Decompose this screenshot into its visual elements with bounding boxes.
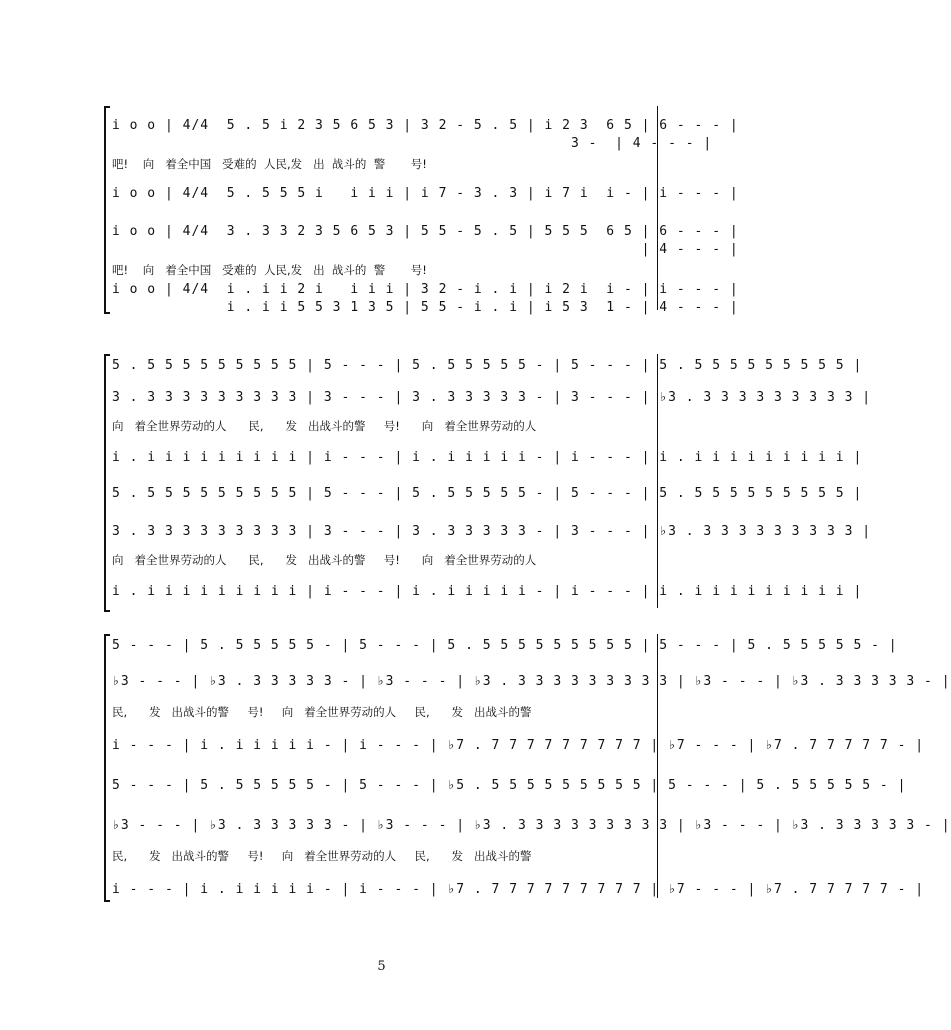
lyric-row: 向 着全世界劳动的人 民, 发 出战斗的警 号! 向 着全世界劳动的人 [112, 553, 537, 567]
score-system-1 [104, 100, 739, 316]
staff-row: 5 . 5 5 5 5 5 5 5 5 5 | 5 - - - | 5 . 5 5 5 5 5 - | 5 - - - | 5 . 5 5 5 5 5 5 5 5 5 | [112, 358, 863, 373]
staff-row: i - - - | i . i i i i i - | i - - - | ♭7 . 7 7 7 7 7 7 7 7 7 | ♭7 - - - | ♭7 . 7 7 7 7 7 - | [112, 882, 925, 897]
staff-row: | 4 - - - | [112, 242, 739, 257]
staff-row: i o o | 4/4 5 . 5 i 2 3 5 6 5 3 | 3 2 - 5 . 5 | i 2 3 6 5 | 6 - - - | [112, 118, 739, 133]
lyric-row: 民, 发 出战斗的警 号! 向 着全世界劳动的人 民, 发 出战斗的警 [112, 849, 532, 863]
system-brace [104, 354, 110, 612]
score-system-3 [104, 630, 951, 902]
staff-row: ♭3 - - - | ♭3 . 3 3 3 3 3 - | ♭3 - - - | ♭3 . 3 3 3 3 3 3 3 3 3 | ♭3 - - - | ♭3 . 3 3 3 3 3 - | [112, 674, 951, 689]
score-system-2 [104, 350, 872, 612]
system-brace [104, 106, 110, 314]
page-number: 5 [377, 959, 386, 974]
lyric-row: 民, 发 出战斗的警 号! 向 着全世界劳动的人 民, 发 出战斗的警 [112, 705, 532, 719]
staff-row: 3 . 3 3 3 3 3 3 3 3 3 | 3 - - - | 3 . 3 3 3 3 3 - | 3 - - - | ♭3 . 3 3 3 3 3 3 3 3 3 | [112, 524, 872, 539]
staff-row: i - - - | i . i i i i i - | i - - - | ♭7 . 7 7 7 7 7 7 7 7 7 | ♭7 - - - | ♭7 . 7 7 7 7 7 - | [112, 738, 925, 753]
staff-row: ♭3 - - - | ♭3 . 3 3 3 3 3 - | ♭3 - - - | ♭3 . 3 3 3 3 3 3 3 3 3 | ♭3 - - - | ♭3 . 3 3 3 3 3 - | [112, 818, 951, 833]
lyric-row: 吧! 向 着全中国 受难的 人民,发 出 战斗的 警 号! [112, 157, 427, 171]
staff-row: 3 . 3 3 3 3 3 3 3 3 3 | 3 - - - | 3 . 3 3 3 3 3 - | 3 - - - | ♭3 . 3 3 3 3 3 3 3 3 3 | [112, 390, 872, 405]
lyric-row: 向 着全世界劳动的人 民, 发 出战斗的警 号! 向 着全世界劳动的人 [112, 419, 537, 433]
system-brace [104, 634, 110, 902]
staff-row: 5 - - - | 5 . 5 5 5 5 5 - | 5 - - - | 5 . 5 5 5 5 5 5 5 5 5 | 5 - - - | 5 . 5 5 5 5 5 - | [112, 638, 898, 653]
staff-row: i . i i i i i i i i i | i - - - | i . i i i i i - | i - - - | i . i i i i i i i i i | [112, 450, 863, 465]
lyric-row: 吧! 向 着全中国 受难的 人民,发 出 战斗的 警 号! [112, 263, 427, 277]
staff-row: i o o | 4/4 5 . 5 5 5 i i i i | i 7 - 3 . 3 | i 7 i i - | i - - - | [112, 186, 739, 201]
staff-row: 3 - | 4 - - - | [112, 136, 713, 151]
staff-row: 5 . 5 5 5 5 5 5 5 5 5 | 5 - - - | 5 . 5 5 5 5 5 - | 5 - - - | 5 . 5 5 5 5 5 5 5 5 5 | [112, 486, 863, 501]
staff-row: i o o | 4/4 i . i i 2 i i i i | 3 2 - i . i | i 2 i i - | i - - - | [112, 282, 739, 297]
staff-row: i o o | 4/4 3 . 3 3 2 3 5 6 5 3 | 5 5 - 5 . 5 | 5 5 5 6 5 | 6 - - - | [112, 224, 739, 239]
staff-row: i . i i i i i i i i i | i - - - | i . i i i i i - | i - - - | i . i i i i i i i i i | [112, 584, 863, 599]
staff-row: i . i i 5 5 3 1 3 5 | 5 5 - i . i | i 5 3 1 - | 4 - - - | [112, 300, 739, 315]
staff-row: 5 - - - | 5 . 5 5 5 5 5 - | 5 - - - | ♭5 . 5 5 5 5 5 5 5 5 5 | 5 - - - | 5 . 5 5 5 5 5 - | [112, 778, 907, 793]
